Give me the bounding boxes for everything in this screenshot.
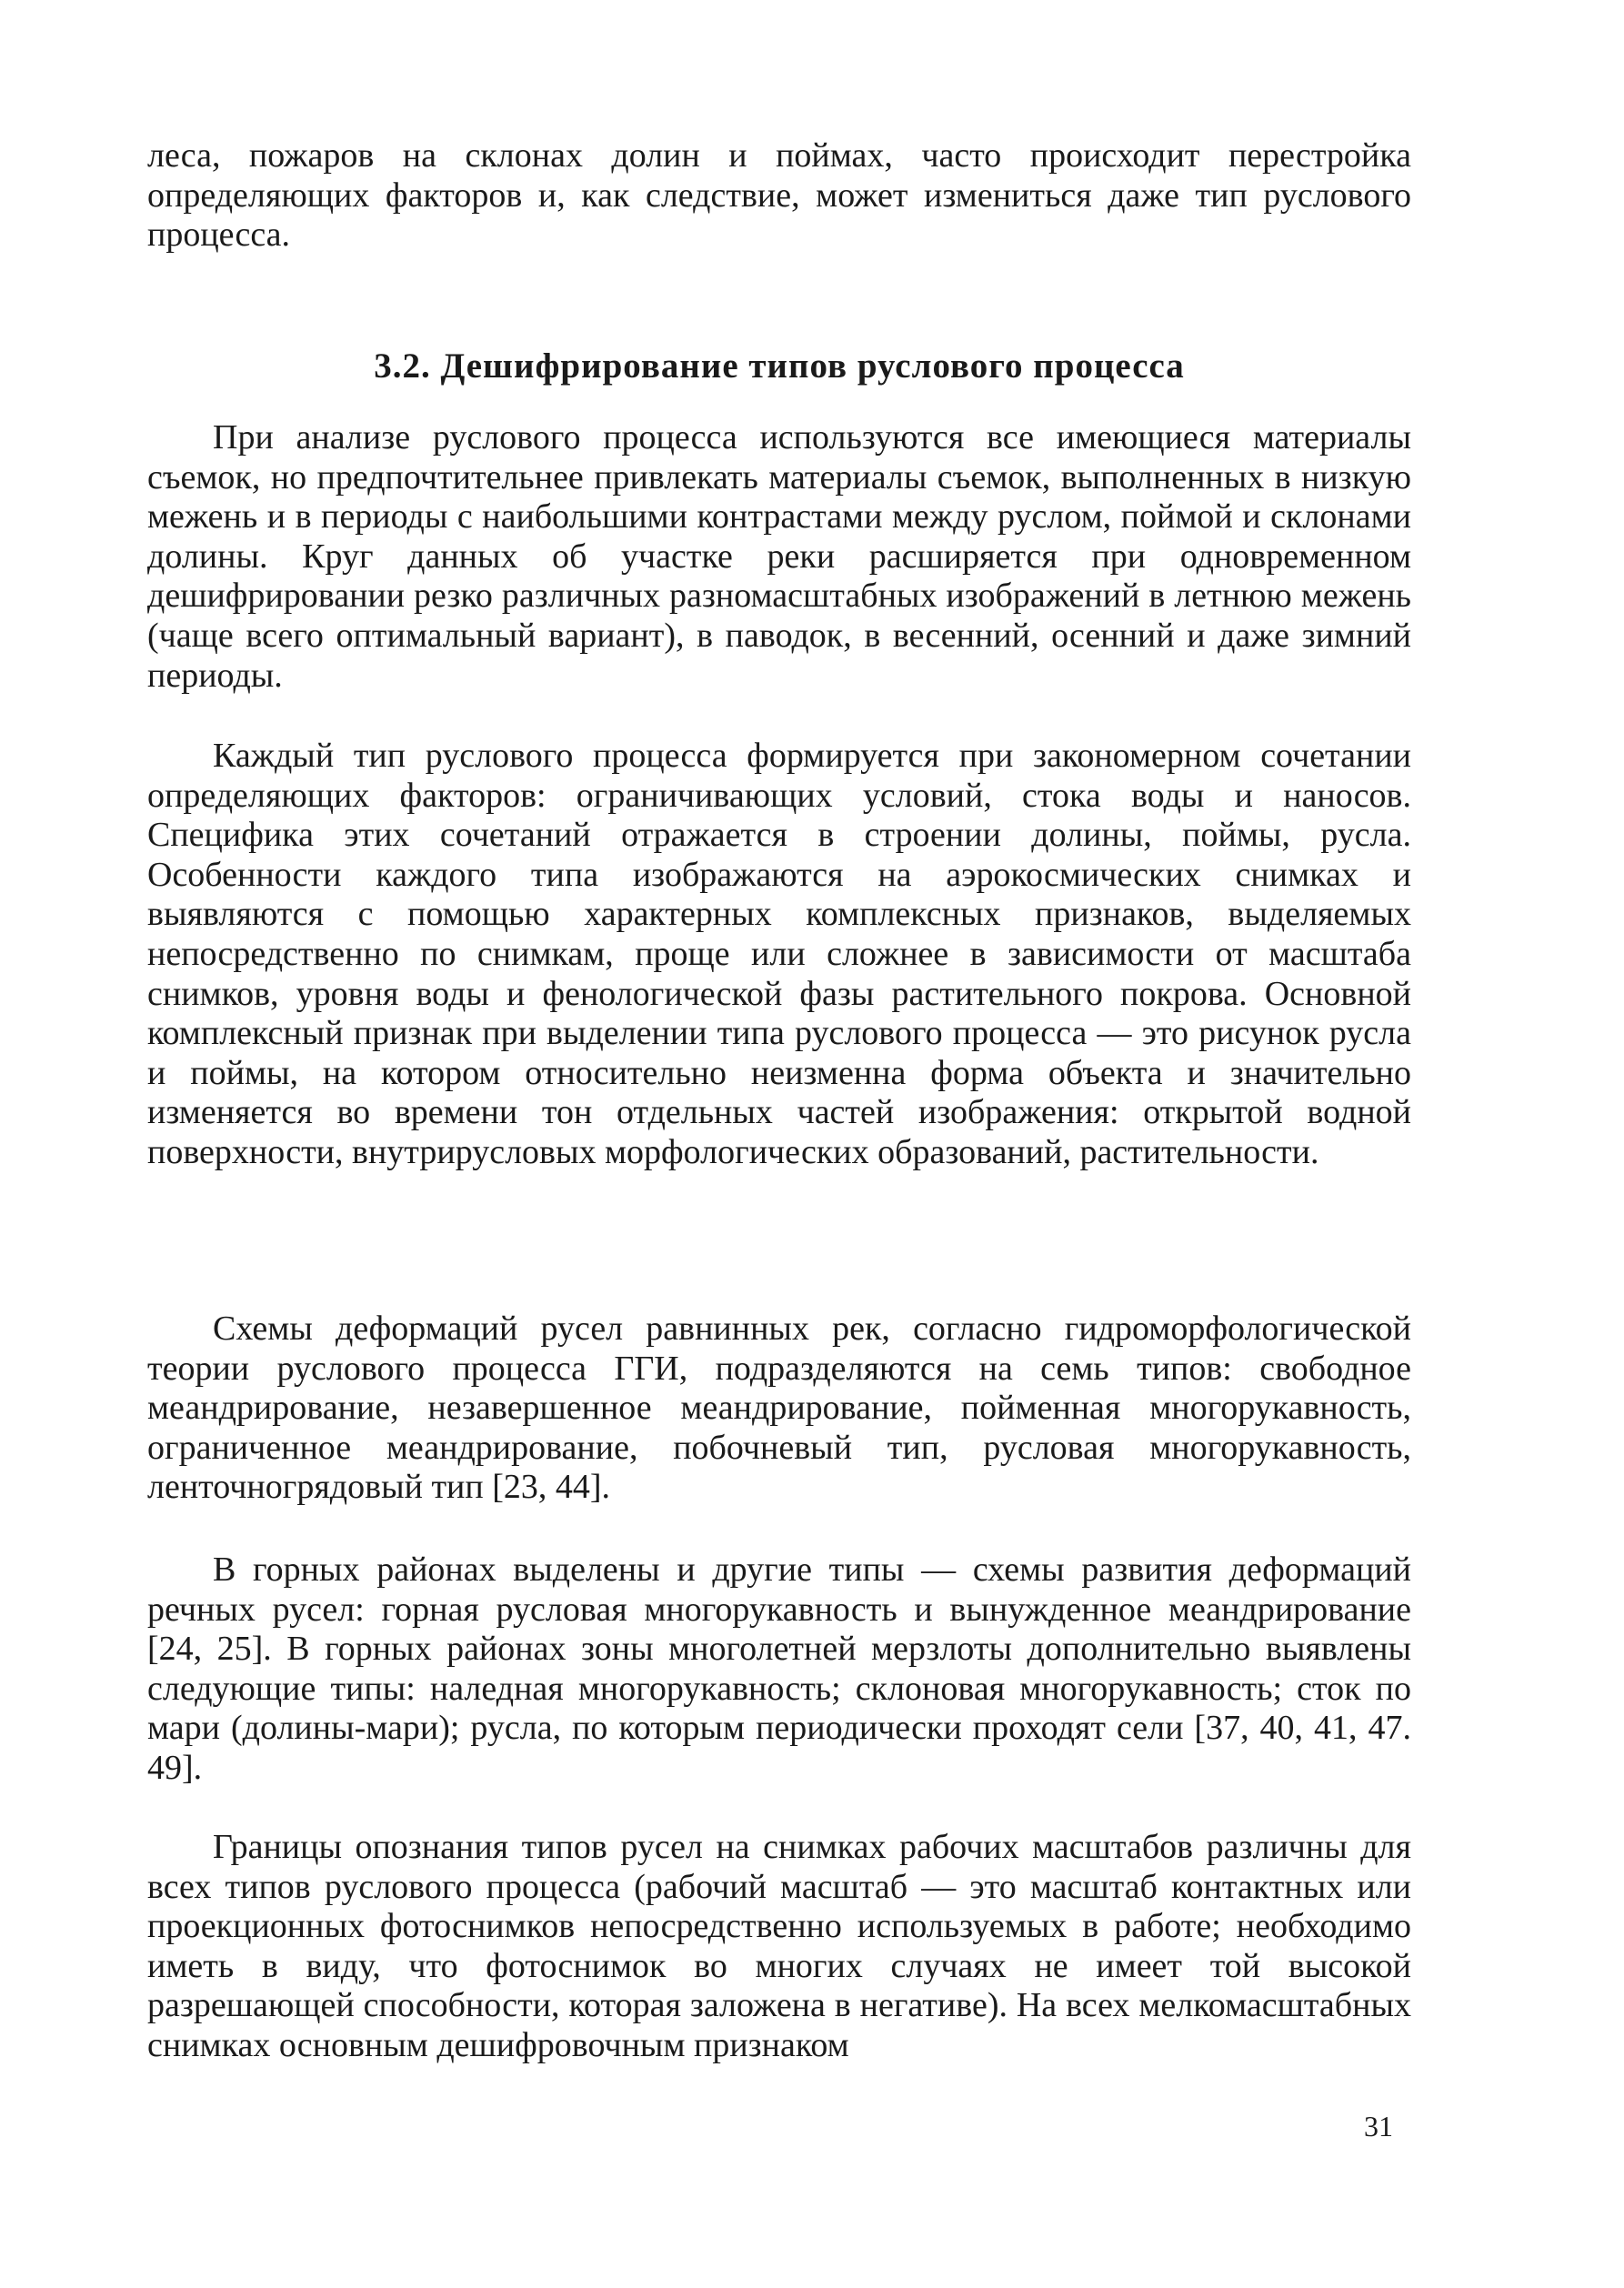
paragraph-5: Границы опознания типов русел на снимках рабочих масштабов различны для всех типов руслового процесса (рабочий масштаб — это масштаб контактных или проекционных фотоснимков непосредственно используемых в работе; необходимо иметь в виду, что фотоснимок во многих случаях не имеет той высокой разрешающей способности, которая заложена в негативе). На всех мелкомасштабных снимках основным дешифровочным признаком: [147, 1828, 1411, 2064]
paragraph-2: Каждый тип руслового процесса формируется при закономерном сочетании определяющих факторов: ограничивающих условий, стока воды и наносов. Специфика этих сочетаний отражается в строении долины, поймы, русла. Особенности каждого типа изображаются на аэрокосмических снимках и выявляются с помощью характерных комплексных признаков, выделяемых непосредственно по снимкам, проще или сложнее в зависимости от масштаба снимков, уровня воды и фенологической фазы растительного покрова. Основной комплексный признак при выделении типа руслового процесса — это рисунок русла и поймы, на котором относительно неизменна форма объекта и значительно изменяется во времени тон отдельных частей изображения: открытой водной поверхности, внутрирусловых морфологических образований, растительности.: [147, 737, 1411, 1171]
section-heading: 3.2. Дешифрирование типов руслового процесса: [374, 346, 1185, 386]
document-page: [147, 136, 1411, 2255]
paragraph-4: В горных районах выделены и другие типы — схемы развития деформаций речных русел: горная русловая многорукавность и вынужденное меандрирование [24, 25]. В горных районах зоны многолетней мерзлоты дополнительно выявлены следующие типы: наледная многорукавность; склоновая многорукавность; сток по мари (долины-мари); русла, по которым периодически проходят сели [37, 40, 41, 47. 49].: [147, 1550, 1411, 1787]
page-number: 31: [1364, 2110, 1393, 2142]
paragraph-3: Схемы деформаций русел равнинных рек, согласно гидроморфологической теории руслового процесса ГГИ, подразделяются на семь типов: свободное меандрирование, незавершенное меандрирование, пойменная многорукавность, ограниченное меандрирование, побочневый тип, русловая многорукавность, ленточногрядовый тип [23, 44].: [147, 1310, 1411, 1507]
intro-paragraph: леса, пожаров на склонах долин и поймах, часто происходит перестройка определяющих факторов и, как следствие, может измениться даже тип руслового процесса.: [147, 136, 1411, 255]
paragraph-1: При анализе руслового процесса используются все имеющиеся материалы съемок, но предпочтительнее привлекать материалы съемок, выполненных в низкую межень и в периоды с наибольшими контрастами между руслом, поймой и склонами долины. Круг данных об участке реки расширяется при одновременном дешифрировании резко различных разномасштабных изображений в летнюю межень (чаще всего оптимальный вариант), в паводок, в весенний, осенний и даже зимний периоды.: [147, 418, 1411, 695]
